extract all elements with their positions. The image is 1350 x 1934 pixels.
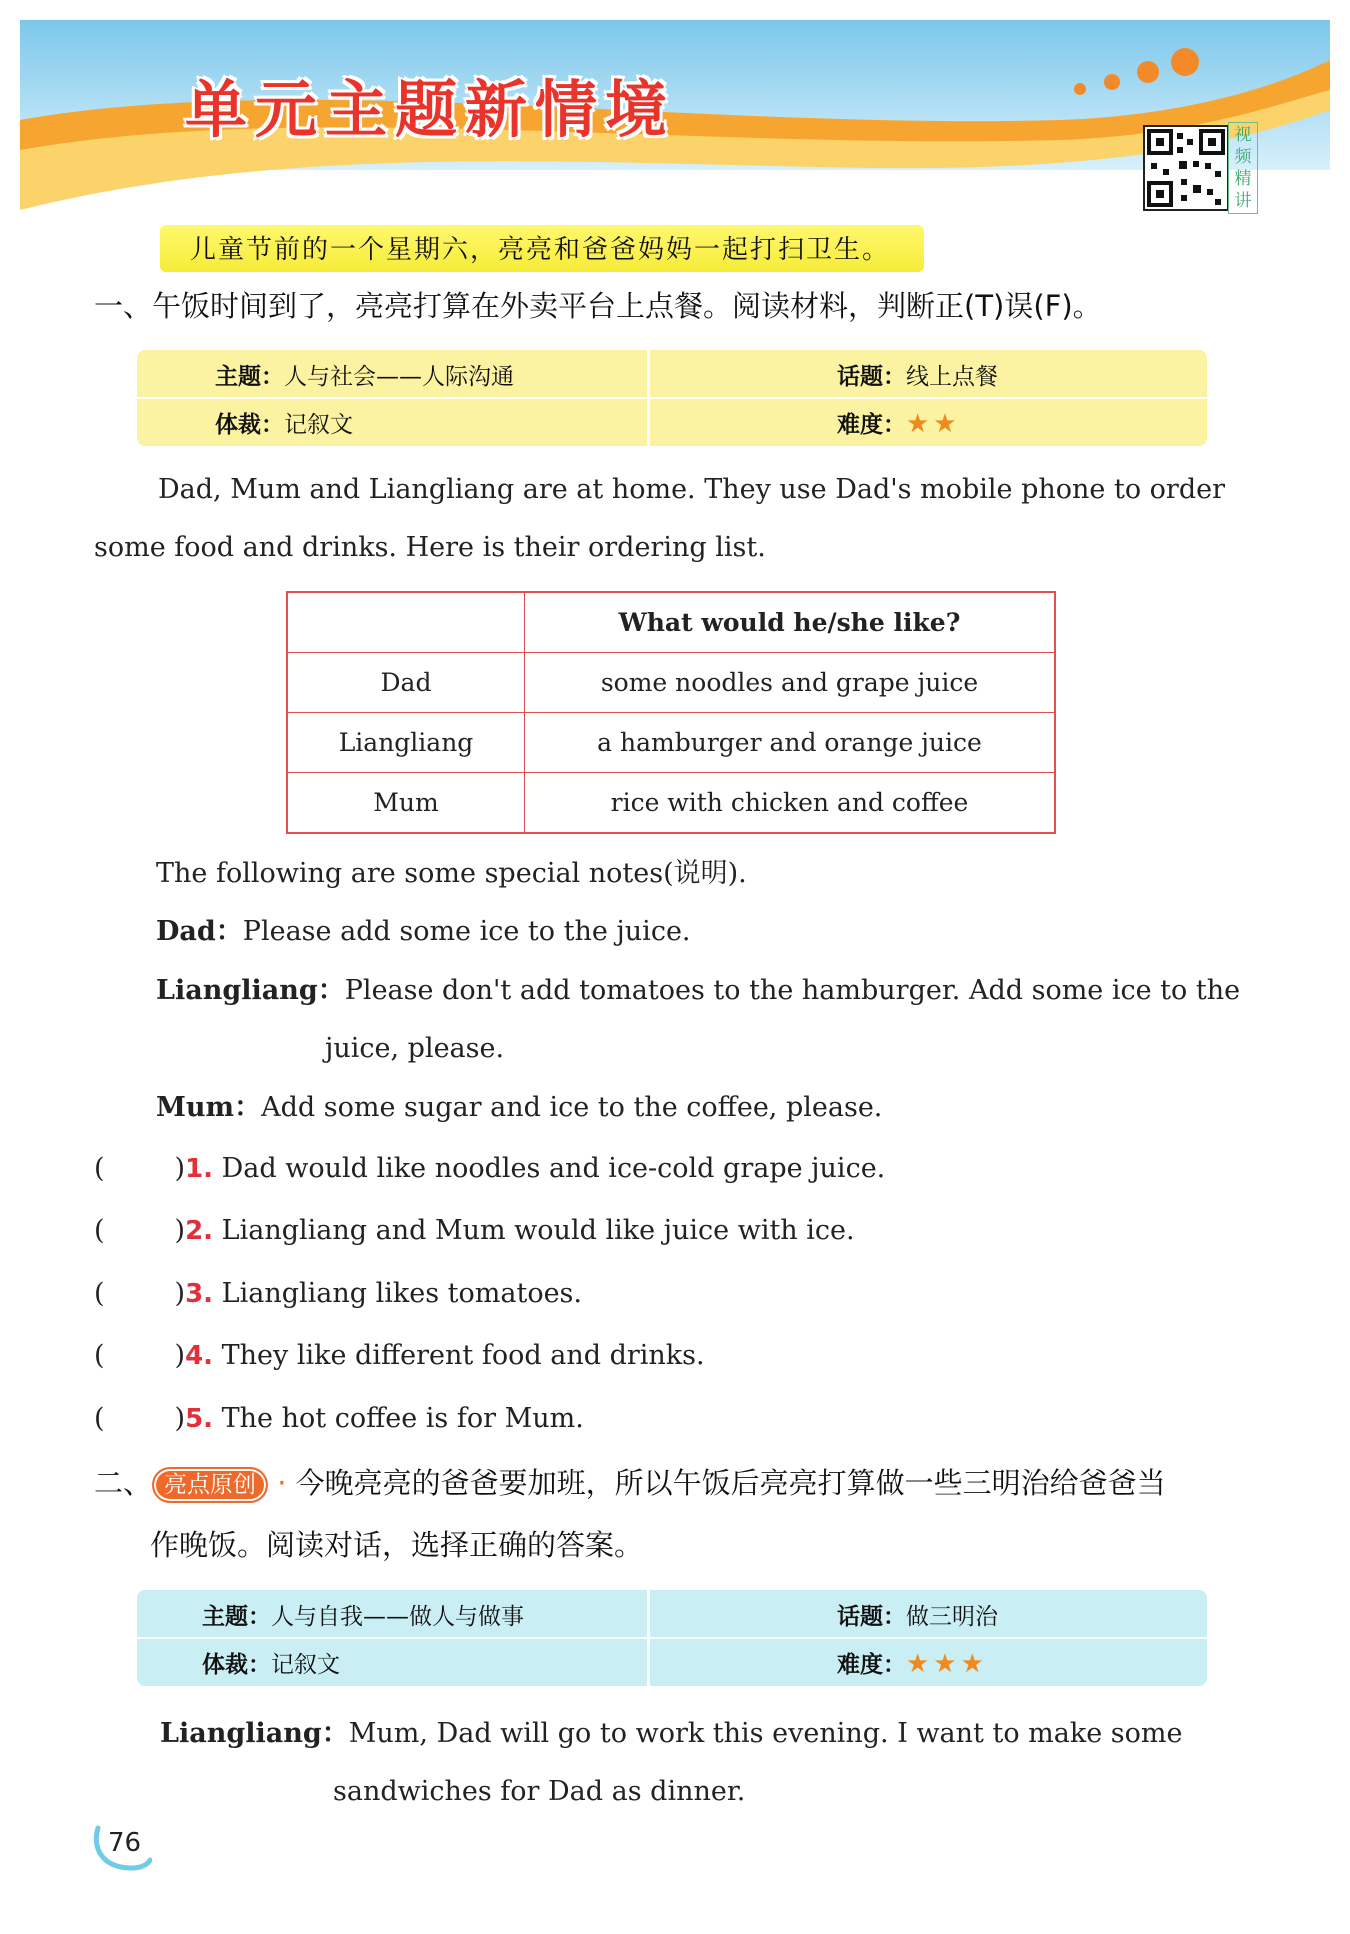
question-1: ( )1. Dad would like noodles and ice-cold grape juice. — [94, 1153, 886, 1184]
note-liangliang: Liangliang：Please don't add tomatoes to the hamburger. Add some ice to the — [156, 975, 1241, 1006]
dialogue-liangliang: Liangliang：Mum, Dad will go to work this evening. I want to make some — [160, 1718, 1183, 1749]
qr-video-label[interactable]: 视频精讲 — [1228, 122, 1258, 214]
star-rating-icon: ★★ — [906, 409, 961, 439]
theme-field: 主题：人与自我——做人与做事 — [202, 1604, 524, 1630]
question-5: ( )5. The hot coffee is for Mum. — [94, 1403, 584, 1434]
star-rating-icon: ★★★ — [906, 1649, 988, 1679]
question-3: ( )3. Liangliang likes tomatoes. — [94, 1278, 582, 1309]
table-cell-order: some noodles and grape juice — [525, 653, 1056, 713]
decor-dot — [1074, 83, 1086, 95]
notes-intro: The following are some special notes(说明). — [156, 858, 747, 889]
note-liangliang-cont: juice, please. — [325, 1033, 505, 1064]
topic-field: 话题：做三明治 — [837, 1604, 998, 1630]
table-row — [287, 773, 1055, 834]
speaker-label: Dad： — [156, 916, 243, 947]
section-2-heading: 二、 亮点原创 · 今晚亮亮的爸爸要加班，所以午饭后亮亮打算做一些三明治给爸爸当 — [94, 1452, 1166, 1514]
theme-field: 主题：人与社会——人际沟通 — [215, 364, 514, 390]
section-1-heading: 一、午饭时间到了，亮亮打算在外卖平台上点餐。阅读材料，判断正(T)误(F)。 — [94, 289, 1102, 323]
info-box-divider — [137, 1637, 1207, 1639]
section-2-info-box — [137, 1590, 1207, 1686]
dialogue-liangliang-cont: sandwiches for Dad as dinner. — [333, 1776, 746, 1807]
table-cell-person: Mum — [287, 773, 525, 834]
speaker-label: Liangliang： — [160, 1718, 349, 1749]
speaker-label: Mum： — [156, 1092, 262, 1123]
question-2: ( )2. Liangliang and Mum would like juice with ice. — [94, 1215, 855, 1246]
difficulty-field: 难度：★★ — [837, 409, 961, 439]
difficulty-field: 难度：★★★ — [837, 1649, 988, 1679]
section-2-heading-cont: 作晚饭。阅读对话，选择正确的答案。 — [150, 1528, 644, 1562]
decor-dot — [1104, 74, 1120, 90]
question-4: ( )4. They like different food and drinks. — [94, 1340, 705, 1371]
genre-field: 体裁：记叙文 — [202, 1652, 340, 1678]
highlight-original-badge: 亮点原创 — [152, 1467, 268, 1503]
note-mum: Mum：Add some sugar and ice to the coffee, please. — [156, 1092, 883, 1123]
scene-caption: 儿童节前的一个星期六，亮亮和爸爸妈妈一起打扫卫生。 — [160, 225, 924, 272]
table-cell-order: rice with chicken and coffee — [525, 773, 1056, 834]
speaker-label: Liangliang： — [156, 975, 345, 1006]
table-row — [287, 713, 1055, 773]
decor-dot — [1137, 61, 1159, 83]
table-cell-person: Dad — [287, 653, 525, 713]
table-cell-person: Liangliang — [287, 713, 525, 773]
topic-field: 话题：线上点餐 — [837, 364, 998, 390]
qr-code-icon[interactable] — [1143, 125, 1229, 211]
table-header-row — [287, 592, 1055, 653]
decor-dot — [1171, 48, 1199, 76]
genre-field: 体裁：记叙文 — [215, 412, 353, 438]
info-box-divider — [137, 397, 1207, 399]
table-row — [287, 653, 1055, 713]
section-1-info-box — [137, 350, 1207, 446]
ordering-list-table — [286, 591, 1056, 834]
table-header-cell: What would he/she like? — [525, 592, 1056, 653]
page-number: 76 — [108, 1828, 142, 1858]
note-dad: Dad：Please add some ice to the juice. — [156, 916, 691, 947]
table-cell-order: a hamburger and orange juice — [525, 713, 1056, 773]
table-header-cell — [287, 592, 525, 653]
section-1-intro: Dad, Mum and Liangliang are at home. They use Dad's mobile phone to order some food and drinks. Here is their ordering list. — [94, 474, 1225, 563]
unit-title: 单元主题新情境 — [185, 73, 676, 146]
